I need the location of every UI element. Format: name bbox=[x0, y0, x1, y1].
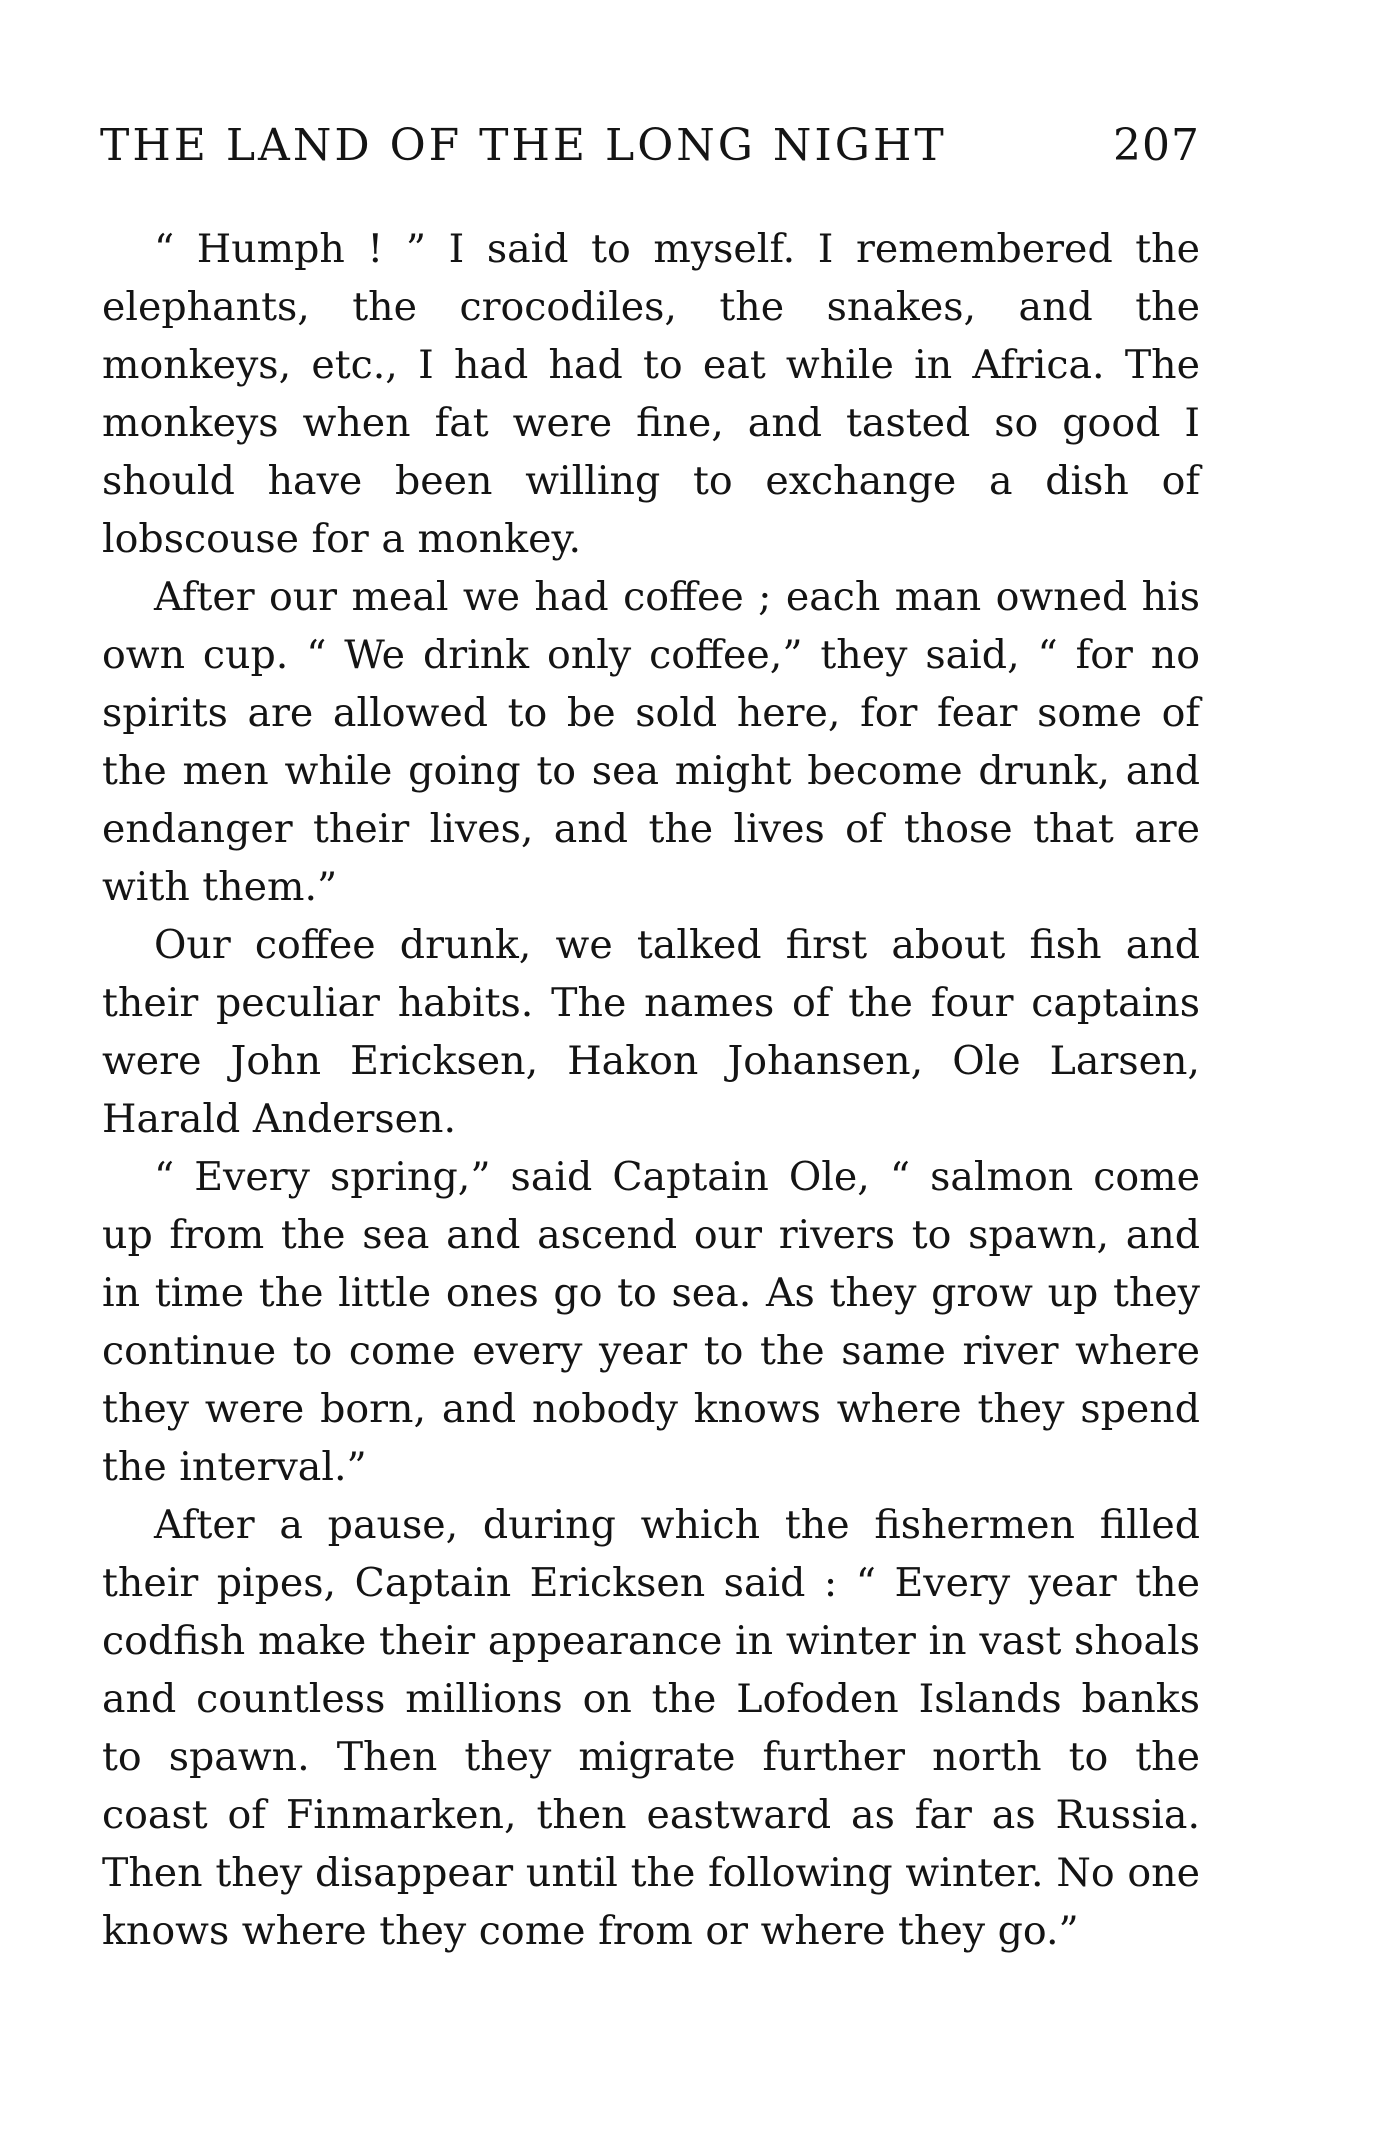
paragraph-1: “ Humph ! ” I said to myself. I remembered the elephants, the crocodiles, the snakes, and the monkeys, etc., I had had to eat while in Africa. The monkeys when fat were fine, and tasted so good I should have been willing to exchange a dish of lobscouse for a monkey. bbox=[102, 226, 1200, 562]
running-head bbox=[100, 118, 1200, 174]
body-text bbox=[102, 220, 1200, 1960]
paragraph-3: Our coffee drunk, we talked first about fish and their peculiar habits. The names of the four captains were John Ericksen, Hakon Johansen, Ole Larsen, Harald Andersen. bbox=[102, 922, 1200, 1142]
paragraph-2: After our meal we had coffee ; each man owned his own cup. “ We drink only coffee,” they said, “ for no spirits are allowed to be sold here, for fear some of the men while going to sea might become drunk, and endanger their lives, and the lives of those that are with them.” bbox=[102, 574, 1200, 910]
running-head-title: THE LAND OF THE LONG NIGHT bbox=[100, 120, 947, 171]
paragraph-4: “ Every spring,” said Captain Ole, “ salmon come up from the sea and ascend our rivers to spawn, and in time the little ones go to sea. As they grow up they continue to come every year to the same river where they were born, and nobody knows where they spend the interval.” bbox=[102, 1154, 1200, 1490]
paragraph-5: After a pause, during which the fishermen filled their pipes, Captain Ericksen said : “ Every year the codfish make their appearance in winter in vast shoals and countless millions on the Lofoden Islands banks to spawn. Then they migrate further north to the coast of Finmarken, then eastward as far as Russia. Then they disappear until the following winter. No one knows where they come from or where they go.” bbox=[102, 1502, 1200, 1954]
page-number: 207 bbox=[1113, 120, 1200, 171]
